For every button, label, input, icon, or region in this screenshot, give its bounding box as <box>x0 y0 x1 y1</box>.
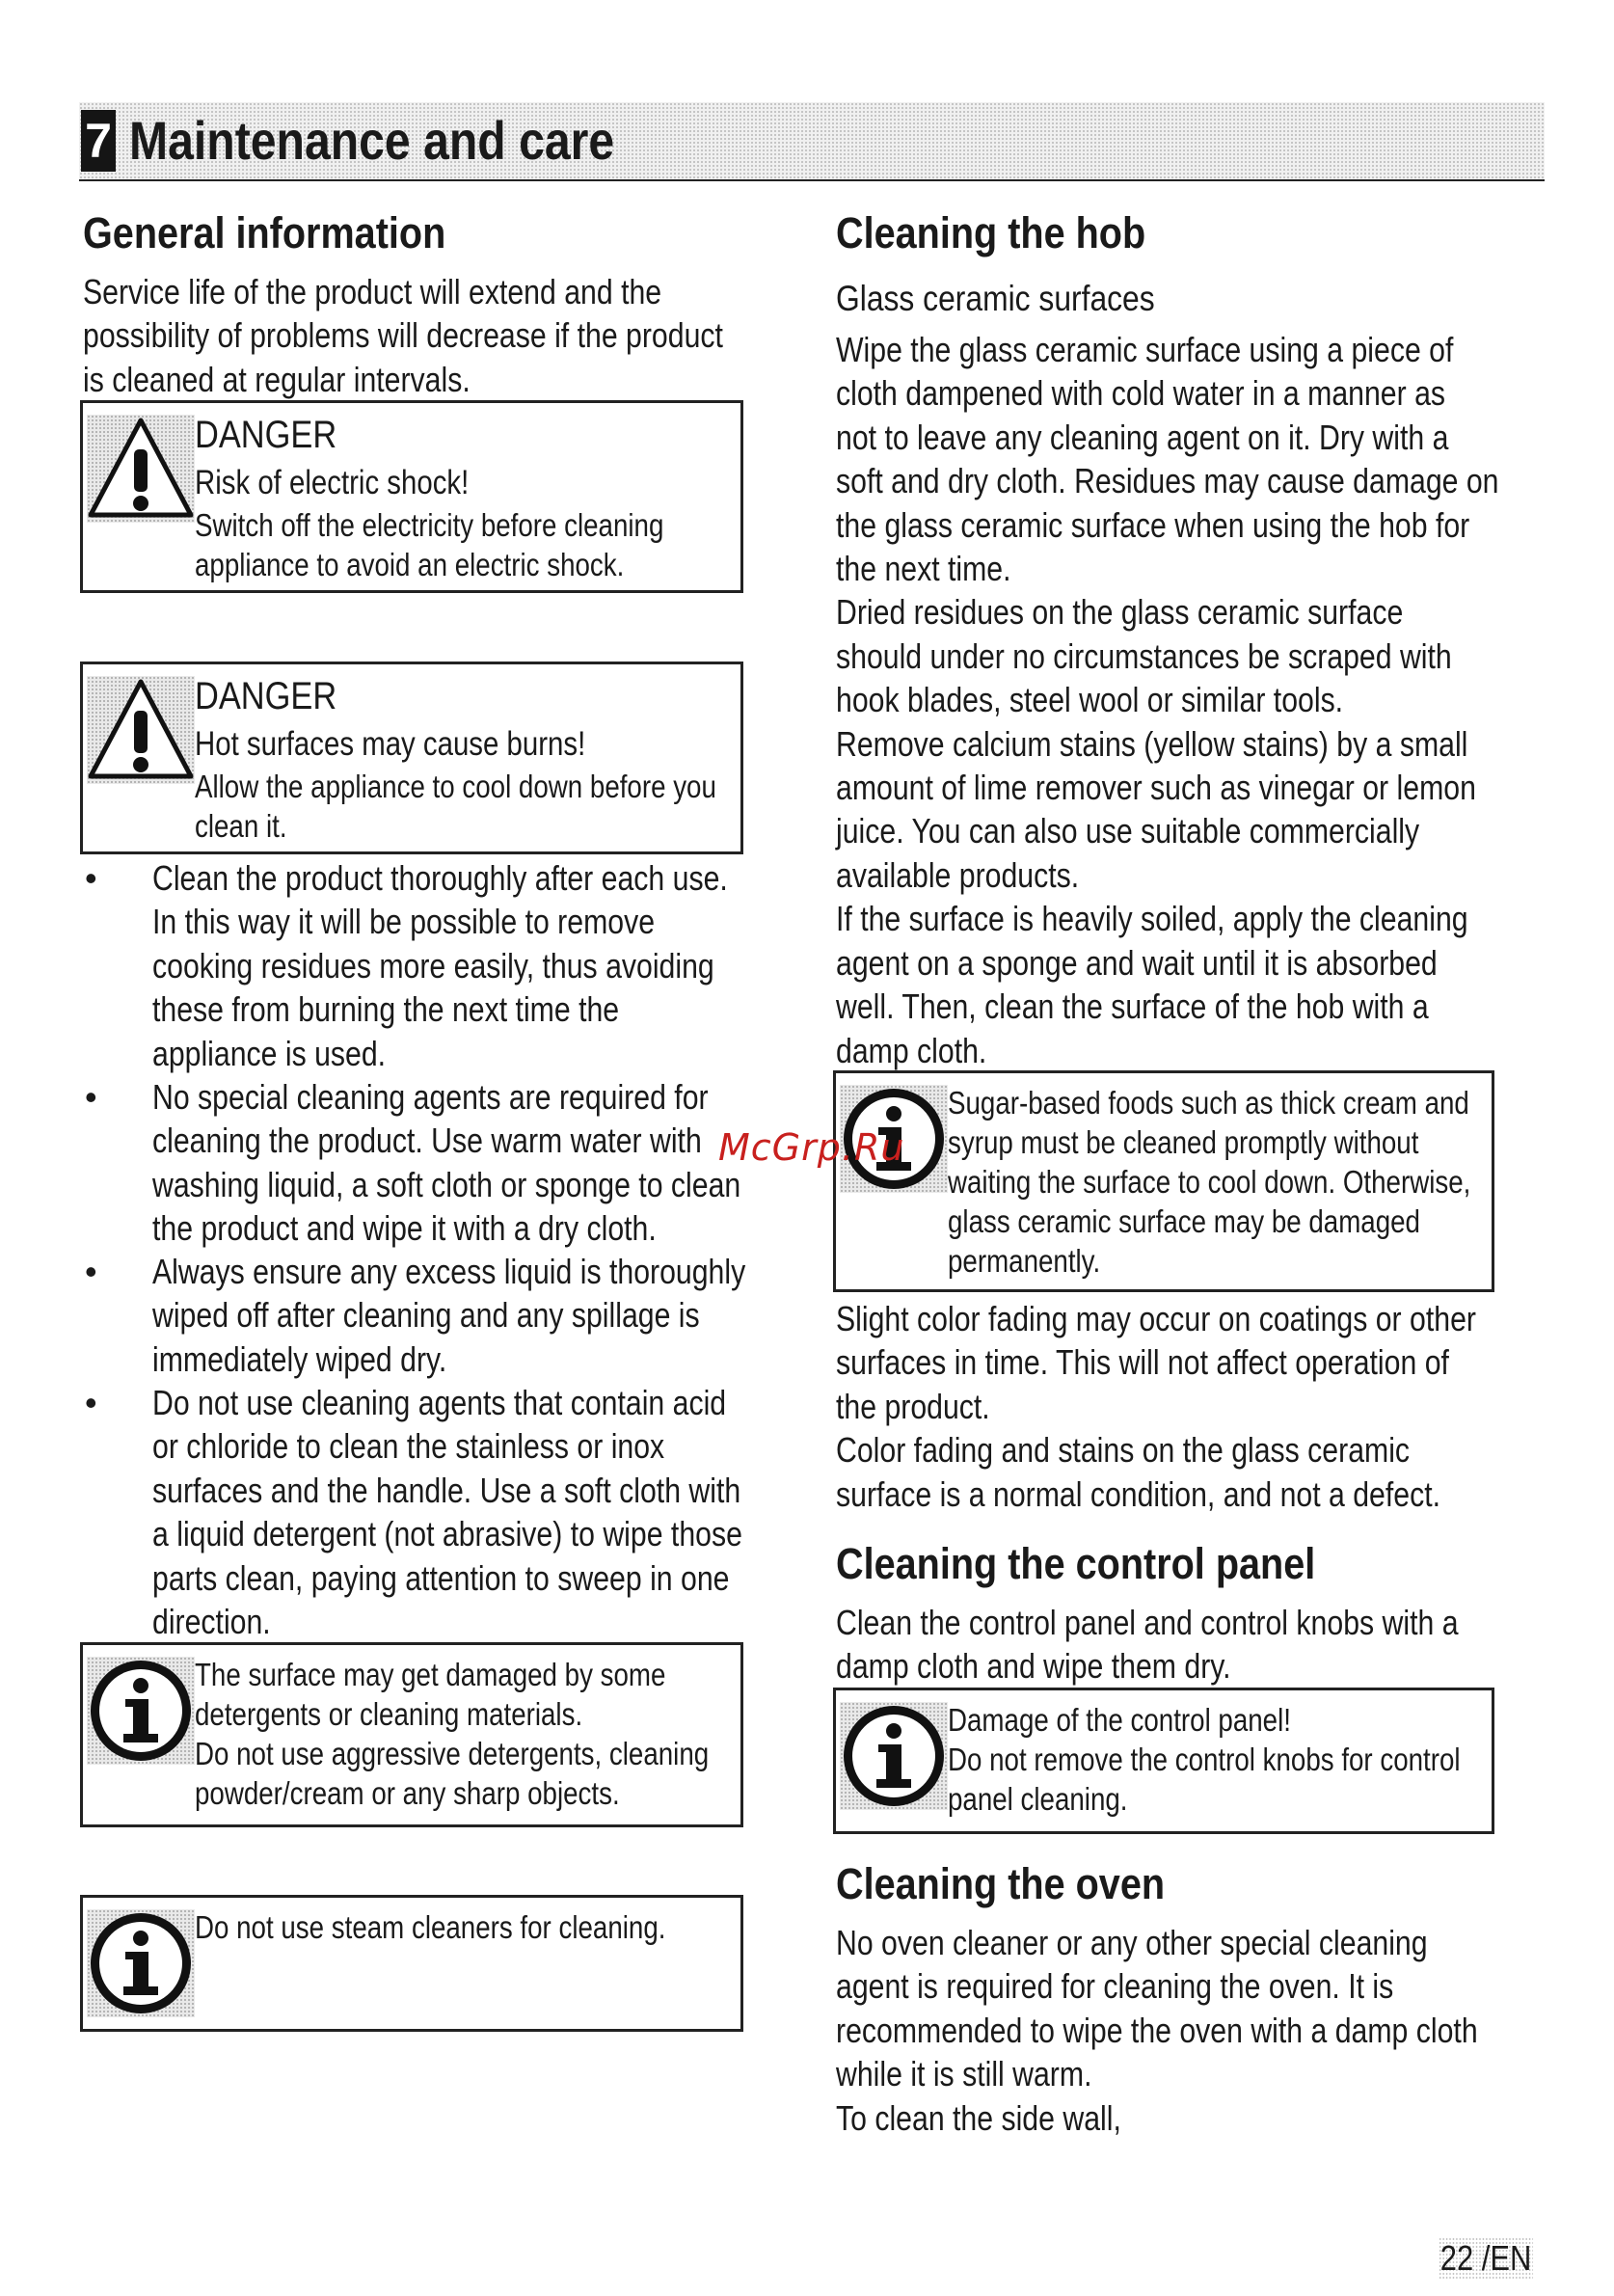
danger-subtitle: Risk of electric shock! <box>195 464 470 501</box>
info-text: Do not use steam cleaners for cleaning. <box>195 1909 666 1945</box>
cleaning-hob-heading: Cleaning the hob <box>836 208 1146 257</box>
fading-text: Slight color fading may occur on coatings or other surfaces in time. This will not affect operation of the product. Color fading and stains on the glass ceramic surface is a normal condition, and not a defect. <box>836 1299 1476 1514</box>
info-box-sugar <box>833 1070 1494 1292</box>
warning-triangle-icon <box>87 415 195 523</box>
watermark: McGrp.Ru <box>718 1126 905 1169</box>
bullet-dot: • <box>85 1077 97 1117</box>
bullet-dot: • <box>85 1252 97 1291</box>
bullet-dot: • <box>85 858 97 898</box>
info-icon <box>87 1909 195 2017</box>
bullet-item: No special cleaning agents are required for cleaning the product. Use warm water with washing liquid, a soft cloth or sponge to clean the product and wipe it with a dry cloth. <box>152 1077 741 1249</box>
bullet-item: Clean the product thoroughly after each use. In this way it will be possible to remove cooking residues more easily, thus avoiding these from burning the next time the appliance is used. <box>152 858 728 1073</box>
danger-box-electric <box>80 400 743 593</box>
general-info-text: Service life of the product will extend and the possibility of problems will decrease if the product is cleaned at regular intervals. <box>83 272 723 399</box>
section-number: 7 <box>81 110 116 172</box>
bullet-item: Always ensure any excess liquid is thoroughly wiped off after cleaning and any spillage is immediately wiped dry. <box>152 1252 746 1379</box>
danger-text: Allow the appliance to cool down before you clean it. <box>195 769 716 844</box>
panel-text: Clean the control panel and control knobs with a damp cloth and wipe them dry. <box>836 1603 1459 1687</box>
info-box-detergents <box>80 1642 743 1827</box>
bullet-item: Do not use cleaning agents that contain acid or chloride to clean the stainless or inox surfaces and the handle. Use a soft cloth with a liquid detergent (not abrasive) to wipe those parts clean, paying attention to sweep in one direction. <box>152 1383 742 1642</box>
danger-text: Switch off the electricity before cleaning appliance to avoid an electric shock. <box>195 507 664 582</box>
page-number: 22 /EN <box>1439 2238 1532 2278</box>
danger-label: DANGER <box>195 414 337 456</box>
danger-subtitle: Hot surfaces may cause burns! <box>195 725 586 763</box>
cleaning-oven-heading: Cleaning the oven <box>836 1859 1166 1908</box>
oven-text: No oven cleaner or any other special cleaning agent is required for cleaning the oven. It is recommended to wipe the oven with a damp cloth while it is still warm. To clean the side wall, <box>836 1923 1478 2138</box>
cleaning-panel-heading: Cleaning the control panel <box>836 1539 1316 1588</box>
info-box-steam <box>80 1895 743 2032</box>
bullet-dot: • <box>85 1383 97 1422</box>
glass-ceramic-subheading: Glass ceramic surfaces <box>836 279 1155 318</box>
info-text: Sugar-based foods such as thick cream and syrup must be cleaned promptly without waiting the surface to cool down. Otherwise, glass ceramic surface may be damaged permanently. <box>948 1085 1471 1279</box>
hob-text: Wipe the glass ceramic surface using a piece of cloth dampened with cold water in a manner as not to leave any cleaning agent on it. Dry with a soft and dry cloth. Residues may cause damage on the glass ceramic surface when using the hob for the next time. Dried residues on the glass ceramic surface should under no circumstances be scraped with hook blades, steel wool or similar tools. Remove calcium stains (yellow stains) by a small amount of lime remover such as vinegar or lemon juice. You can also use suitable commercially available products. If the surface is heavily soiled, apply the cleaning agent on a sponge and wait until it is absorbed well. Then, clean the surface of the hob with a damp cloth. <box>836 330 1499 1070</box>
info-text: Damage of the control panel! Do not remove the control knobs for control panel cleaning. <box>948 1702 1461 1817</box>
info-icon <box>87 1657 195 1765</box>
info-box-control-panel <box>833 1688 1494 1834</box>
general-info-heading: General information <box>83 208 446 257</box>
info-text: The surface may get damaged by some detergents or cleaning materials. Do not use aggressive detergents, cleaning powder/cream or any sharp objects. <box>195 1657 710 1811</box>
section-title: Maintenance and care <box>129 110 615 171</box>
danger-box-hot <box>80 662 743 854</box>
danger-label: DANGER <box>195 675 337 717</box>
info-icon <box>840 1702 948 1810</box>
warning-triangle-icon <box>87 676 195 784</box>
